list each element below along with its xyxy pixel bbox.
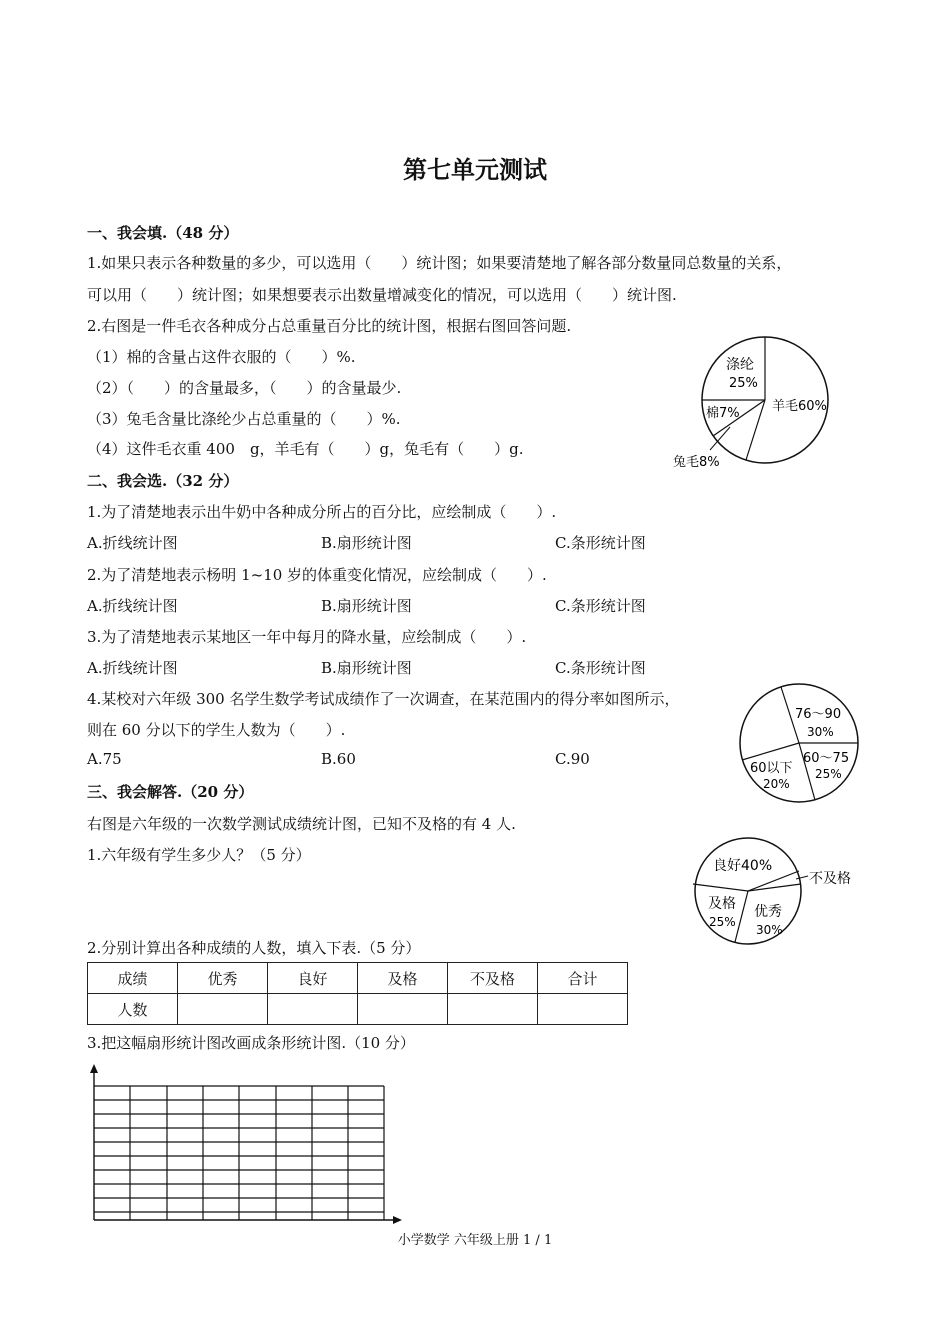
blank-bar-chart-grid[interactable] — [86, 1062, 406, 1227]
pie1-label-wool: 羊毛60% — [772, 399, 827, 414]
pie2-label-60-75-pct: 25% — [815, 767, 842, 781]
s2-q2-option-c: C.条形统计图 — [555, 597, 646, 615]
s3-intro: 右图是六年级的一次数学测试成绩统计图，已知不及格的有 4 人. — [87, 815, 516, 833]
pie3-label-pass: 及格 — [708, 896, 736, 912]
section3-heading: 三、我会解答.（20 分） — [87, 783, 254, 801]
answer-cell-fail[interactable] — [448, 994, 538, 1025]
s2-q2-option-a: A.折线统计图 — [87, 597, 178, 615]
pie1-label-rabbit: 兔毛8% — [673, 455, 720, 470]
s3-q1: 1.六年级有学生多少人？（5 分） — [87, 846, 311, 864]
pie2-label-76-90-pct: 30% — [807, 725, 834, 739]
table-header-cell: 及格 — [358, 963, 448, 994]
score-table — [87, 962, 628, 1025]
s2-q1-stem: 1.为了清楚地表示出牛奶中各种成分所占的百分比，应绘制成（ ）. — [87, 503, 557, 521]
table-header-cell: 成绩 — [88, 963, 178, 994]
s2-q4-option-b: B.60 — [321, 750, 356, 768]
pie2-label-below60: 60以下 — [750, 761, 793, 776]
answer-cell-pass[interactable] — [358, 994, 448, 1025]
s1-q2-2: （2）（ ）的含量最多，（ ）的含量最少. — [87, 379, 402, 397]
page-footer: 小学数学 六年级上册 1 / 1 — [397, 1233, 553, 1248]
s1-q2-1: （1）棉的含量占这件衣服的（ ）%. — [87, 348, 356, 366]
table-header-cell: 合计 — [538, 963, 628, 994]
pie2-label-60-75: 60～75 — [803, 751, 850, 766]
table-row-label: 人数 — [88, 994, 178, 1025]
pie3-label-pass-pct: 25% — [709, 915, 736, 929]
pie1-label-polyester-pct: 25% — [729, 376, 758, 391]
pie-chart-grades — [688, 834, 868, 952]
s2-q4-line2: 则在 60 分以下的学生人数为（ ）. — [87, 721, 346, 739]
pie2-label-below60-pct: 20% — [763, 777, 790, 791]
table-row — [88, 963, 628, 994]
s2-q4-option-a: A.75 — [87, 750, 122, 768]
section2-heading: 二、我会选.（32 分） — [87, 472, 239, 490]
s2-q3-option-b: B.扇形统计图 — [321, 659, 412, 677]
answer-cell-good[interactable] — [268, 994, 358, 1025]
pie3-label-excellent: 优秀 — [754, 904, 782, 920]
pie3-label-fail: 不及格 — [809, 871, 851, 887]
s1-q2-4: （4）这件毛衣重 400 g，羊毛有（ ）g，兔毛有（ ）g. — [87, 440, 524, 458]
pie1-label-cotton: 棉7% — [706, 406, 740, 421]
pie1-label-polyester-name: 涤纶 — [726, 357, 754, 373]
s1-q1-line2: 可以用（ ）统计图；如果想要表示出数量增减变化的情况，可以选用（ ）统计图. — [87, 286, 677, 304]
pie-chart-score-ranges — [735, 680, 865, 808]
s2-q2-option-b: B.扇形统计图 — [321, 597, 412, 615]
table-header-cell: 良好 — [268, 963, 358, 994]
s2-q1-option-c: C.条形统计图 — [555, 534, 646, 552]
answer-cell-excellent[interactable] — [178, 994, 268, 1025]
s1-q2-intro: 2.右图是一件毛衣各种成分占总重量百分比的统计图，根据右图回答问题. — [87, 317, 572, 335]
s2-q4-line1: 4.某校对六年级 300 名学生数学考试成绩作了一次调查，在某范围内的得分率如图所示， — [87, 690, 680, 708]
table-header-cell: 不及格 — [448, 963, 538, 994]
s2-q2-stem: 2.为了清楚地表示杨明 1~10 岁的体重变化情况，应绘制成（ ）. — [87, 566, 547, 584]
page-title: 第七单元测试 — [403, 155, 547, 184]
s3-q2: 2.分别计算出各种成绩的人数，填入下表.（5 分） — [87, 939, 421, 957]
s2-q3-option-c: C.条形统计图 — [555, 659, 646, 677]
s2-q3-stem: 3.为了清楚地表示某地区一年中每月的降水量，应绘制成（ ）. — [87, 628, 527, 646]
pie3-label-excellent-pct: 30% — [756, 923, 783, 937]
s2-q1-option-b: B.扇形统计图 — [321, 534, 412, 552]
s1-q1-line1: 1.如果只表示各种数量的多少，可以选用（ ）统计图；如果要清楚地了解各部分数量同总数量的关系， — [87, 254, 792, 272]
pie3-label-good: 良好40% — [713, 858, 773, 874]
s1-q2-3: （3）兔毛含量比涤纶少占总重量的（ ）%. — [87, 410, 401, 428]
s2-q1-option-a: A.折线统计图 — [87, 534, 178, 552]
section1-heading: 一、我会填.（48 分） — [87, 224, 239, 242]
pie-chart-sweater — [665, 332, 840, 477]
table-row — [88, 994, 628, 1025]
s2-q3-option-a: A.折线统计图 — [87, 659, 178, 677]
pie2-label-76-90: 76～90 — [795, 707, 842, 722]
answer-cell-total[interactable] — [538, 994, 628, 1025]
s2-q4-option-c: C.90 — [555, 750, 590, 768]
table-header-cell: 优秀 — [178, 963, 268, 994]
s3-q3: 3.把这幅扇形统计图改画成条形统计图.（10 分） — [87, 1034, 415, 1052]
